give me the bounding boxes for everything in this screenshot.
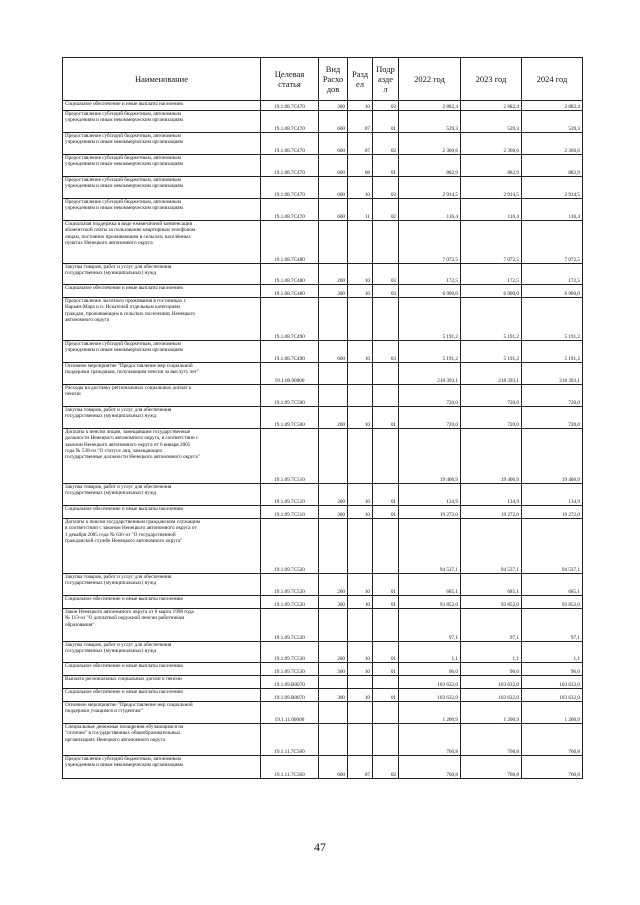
cell-section: 10 [348,407,373,429]
cell-2023: 134,9 [461,484,522,506]
cell-2024: 1,1 [522,642,583,663]
cell-2022: 2 882,4 [399,101,461,111]
cell-section: 10 [348,506,373,519]
cell-expense-kind [319,702,348,724]
cell-expense-kind: 300 [319,285,348,298]
cell-2022: 6 900,0 [399,285,461,298]
cell-2022: 103 632,0 [399,689,461,702]
cell-name: Предоставление субсидий бюджетным, автономным учреждениям и иным некоммерческим организациям [63,111,261,133]
cell-subsection: 02 [373,133,399,155]
table-row [63,155,583,177]
cell-expense-kind: 300 [319,506,348,519]
cell-expense-kind: 600 [319,111,348,133]
cell-section [348,724,373,756]
cell-2023: 720,0 [461,407,522,429]
cell-2022: 218 393,1 [399,363,461,385]
cell-subsection [373,676,399,689]
cell-name: Социальная поддержка в виде ежемесячной компенсации абонентской платы за пользование квартирным телефоном лицам, постоянно проживающим в сельских населённых пунктах Ненецкого автономного округа [63,221,261,264]
cell-expense-kind [319,363,348,385]
cell-2024: 116,4 [522,199,583,221]
cell-2022: 172,5 [399,264,461,285]
cell-name: Доплаты к пенсии государственным гражданским служащим в соответствии с законом Ненецкого автономного округа от 1 декабря 2005 года № 636-оз "О государственной гражданской службе Ненецкого автономного округа" [63,519,261,574]
table-row [63,724,583,756]
cell-2024: 19 406,9 [522,429,583,484]
cell-2024: 93 852,0 [522,596,583,609]
cell-target-article: 19.1.08.7С470 [261,177,319,199]
cell-section: 10 [348,574,373,596]
cell-name: Предоставление субсидий бюджетным, автономным учреждениям и иным некоммерческим организациям [63,177,261,199]
cell-2024: 720,0 [522,385,583,407]
table-body [63,101,583,779]
cell-2022: 720,0 [399,385,461,407]
cell-subsection: 01 [373,407,399,429]
cell-name: Социальное обеспечение и иные выплаты населению [63,101,261,111]
cell-2024: 172,5 [522,264,583,285]
cell-2022: 720,0 [399,407,461,429]
cell-2023: 5 191,2 [461,341,522,363]
cell-2024: 7 072,5 [522,221,583,264]
cell-expense-kind: 300 [319,663,348,676]
cell-2023: 103 632,0 [461,689,522,702]
table-row [63,642,583,663]
cell-expense-kind [319,519,348,574]
cell-2023: 97,1 [461,609,522,642]
cell-name: Специальные денежные поощрения обучающимся на "отлично" в государственных общеобразовательных организациях Ненецкого автономного округа [63,724,261,756]
cell-2024: 19 272,0 [522,506,583,519]
cell-name: Основное мероприятие "Предоставление мер социальной поддержки учащимся и студентам" [63,702,261,724]
cell-name: Закупка товаров, работ и услуг для обеспечения государственных (муниципальных) нужд [63,407,261,429]
table-row [63,596,583,609]
cell-2024: 685,1 [522,574,583,596]
cell-expense-kind: 200 [319,484,348,506]
cell-2024: 6 900,0 [522,285,583,298]
cell-2022: 134,9 [399,484,461,506]
cell-target-article: 19.1.09.7С500 [261,407,319,429]
cell-subsection: 02 [373,756,399,779]
cell-expense-kind: 600 [319,177,348,199]
cell-expense-kind: 200 [319,407,348,429]
cell-2023: 760,8 [461,724,522,756]
cell-2024: 539,3 [522,111,583,133]
cell-section: 07 [348,133,373,155]
cell-2024: 5 191,2 [522,341,583,363]
cell-2022: 760,8 [399,756,461,779]
cell-2024: 97,1 [522,609,583,642]
cell-2023: 720,0 [461,385,522,407]
cell-2024: 1 200,9 [522,702,583,724]
cell-2023: 685,1 [461,574,522,596]
cell-expense-kind: 300 [319,596,348,609]
cell-expense-kind: 600 [319,756,348,779]
cell-2024: 94 537,1 [522,519,583,574]
header-subsection: Подр азде л [373,58,399,101]
cell-2023: 6 900,0 [461,285,522,298]
cell-name: Закупка товаров, работ и услуг для обеспечения государственных (муниципальных) нужд [63,574,261,596]
cell-2022: 2 914,5 [399,177,461,199]
cell-section [348,702,373,724]
cell-subsection [373,724,399,756]
cell-expense-kind [319,609,348,642]
cell-section: 10 [348,689,373,702]
cell-expense-kind [319,724,348,756]
cell-expense-kind [319,298,348,341]
cell-target-article: 19.1.09.7С500 [261,385,319,407]
table-row [63,484,583,506]
cell-2023: 116,4 [461,199,522,221]
cell-target-article: 19.1.09.7С510 [261,429,319,484]
header-expense-kind: Вид Расхо дов [319,58,348,101]
cell-name: Предоставление субсидий бюджетным, автономным учреждениям и иным некоммерческим организациям [63,199,261,221]
table-row [63,756,583,779]
cell-2022: 93 852,0 [399,596,461,609]
table-row [63,609,583,642]
cell-section [348,609,373,642]
table-row [63,519,583,574]
cell-2023: 94 537,1 [461,519,522,574]
cell-2022: 2 360,6 [399,133,461,155]
cell-section: 10 [348,484,373,506]
cell-subsection: 01 [373,155,399,177]
cell-section: 11 [348,199,373,221]
table-row [63,298,583,341]
cell-2024: 134,9 [522,484,583,506]
cell-name: Социальное обеспечение и иные выплаты населению [63,285,261,298]
cell-2024: 5 191,2 [522,298,583,341]
header-2022: 2022 год [399,58,461,101]
cell-section: 10 [348,341,373,363]
cell-2022: 5 191,2 [399,341,461,363]
cell-target-article: 19.1.08.7С470 [261,199,319,221]
cell-expense-kind: 200 [319,574,348,596]
cell-section: 10 [348,264,373,285]
cell-expense-kind: 600 [319,133,348,155]
cell-2024: 2 360,6 [522,133,583,155]
table-header-row [63,58,583,101]
cell-2022: 1,1 [399,642,461,663]
cell-2022: 5 191,2 [399,298,461,341]
table-row [63,341,583,363]
cell-section [348,676,373,689]
cell-2023: 2 360,6 [461,133,522,155]
cell-subsection [373,385,399,407]
cell-name: Социальное обеспечение и иные выплаты населению [63,506,261,519]
cell-2022: 685,1 [399,574,461,596]
cell-subsection [373,702,399,724]
cell-2023: 5 191,2 [461,298,522,341]
budget-table [62,57,583,779]
cell-expense-kind: 200 [319,264,348,285]
cell-2022: 94 537,1 [399,519,461,574]
cell-section: 10 [348,101,373,111]
cell-name: Доплаты к пенсии лицам, замещавшим государственные должности Ненецкого автономного округа, в соответствии с законом Ненецкого автономного округа от 6 января 2005 года № 538-оз "О статусе лиц, замещающих государственные должности Ненецкого автономного округа" [63,429,261,484]
cell-2023: 93 852,0 [461,596,522,609]
table-row [63,702,583,724]
cell-name: Закупка товаров, работ и услуг для обеспечения государственных (муниципальных) нужд [63,264,261,285]
table-row [63,689,583,702]
cell-target-article: 19.1.09.7С510 [261,484,319,506]
cell-subsection: 01 [373,689,399,702]
cell-section: 07 [348,756,373,779]
cell-target-article: 19.1.08.7С470 [261,101,319,111]
cell-subsection: 01 [373,111,399,133]
cell-2022: 116,4 [399,199,461,221]
cell-2023: 19 272,0 [461,506,522,519]
cell-2024: 103 632,0 [522,676,583,689]
cell-2023: 539,3 [461,111,522,133]
cell-expense-kind [319,385,348,407]
cell-expense-kind: 300 [319,101,348,111]
cell-section: 10 [348,177,373,199]
cell-2024: 2 914,5 [522,177,583,199]
cell-target-article: 19.1.08.7С470 [261,133,319,155]
cell-2023: 218 393,1 [461,363,522,385]
cell-subsection: 03 [373,264,399,285]
cell-2023: 7 072,5 [461,221,522,264]
cell-name: Расходы на доставку региональных социальных доплат к пенсии [63,385,261,407]
cell-name: Закупка товаров, работ и услуг для обеспечения государственных (муниципальных) нужд [63,642,261,663]
table-row [63,199,583,221]
cell-expense-kind: 600 [319,341,348,363]
cell-2022: 7 072,5 [399,221,461,264]
cell-target-article: 19.1.09.R0070 [261,676,319,689]
cell-subsection [373,298,399,341]
cell-2022: 539,3 [399,111,461,133]
table-row [63,177,583,199]
cell-2024: 96,0 [522,663,583,676]
cell-subsection [373,519,399,574]
cell-target-article: 19.1.11.00000 [261,702,319,724]
table-row [63,363,583,385]
table-row [63,663,583,676]
cell-name: Закупка товаров, работ и услуг для обеспечения государственных (муниципальных) нужд [63,484,261,506]
cell-section [348,519,373,574]
cell-target-article: 19.1.09.7С520 [261,519,319,574]
cell-2022: 97,1 [399,609,461,642]
cell-2023: 1,1 [461,642,522,663]
cell-2024: 720,0 [522,407,583,429]
cell-target-article: 19.1.09.7С520 [261,596,319,609]
cell-section: 08 [348,155,373,177]
cell-target-article: 19.1.08.7С490 [261,298,319,341]
cell-name: Предоставление субсидий бюджетным, автономным учреждениям и иным некоммерческим организациям [63,341,261,363]
cell-expense-kind [319,221,348,264]
cell-subsection [373,363,399,385]
cell-2023: 96,0 [461,663,522,676]
cell-2024: 760,8 [522,756,583,779]
cell-2022: 103 632,0 [399,676,461,689]
cell-target-article: 19.1.11.7С560 [261,756,319,779]
cell-subsection: 01 [373,642,399,663]
cell-2023: 2 882,4 [461,101,522,111]
cell-section: 10 [348,642,373,663]
cell-2024: 103 632,0 [522,689,583,702]
cell-2023: 103 632,0 [461,676,522,689]
page-number: 47 [314,840,326,854]
cell-2022: 882,9 [399,155,461,177]
cell-expense-kind: 600 [319,155,348,177]
cell-target-article: 19.1.08.7С470 [261,111,319,133]
cell-name: Социальное обеспечение и иные выплаты населению [63,663,261,676]
cell-subsection: 01 [373,596,399,609]
table-row [63,574,583,596]
cell-target-article: 19.1.09.00000 [261,363,319,385]
cell-section [348,429,373,484]
cell-section: 10 [348,285,373,298]
cell-subsection: 01 [373,663,399,676]
cell-target-article: 19.1.08.7С480 [261,264,319,285]
cell-target-article: 19.1.08.7С480 [261,285,319,298]
cell-target-article: 19.1.09.7С530 [261,609,319,642]
cell-target-article: 19.1.09.7С530 [261,663,319,676]
cell-2023: 882,9 [461,155,522,177]
cell-section [348,221,373,264]
cell-name: Предоставление субсидий бюджетным, автономным учреждениям и иным некоммерческим организациям [63,133,261,155]
cell-subsection: 03 [373,177,399,199]
cell-name: Социальное обеспечение и иные выплаты населению [63,596,261,609]
table-row [63,285,583,298]
cell-2022: 19 272,0 [399,506,461,519]
cell-subsection: 01 [373,506,399,519]
cell-name: Выплата региональных социальных доплат к пенсии [63,676,261,689]
cell-2024: 882,9 [522,155,583,177]
cell-section [348,385,373,407]
table-row [63,264,583,285]
cell-subsection: 03 [373,101,399,111]
cell-target-article: 19.1.09.7С520 [261,574,319,596]
header-2023: 2023 год [461,58,522,101]
cell-expense-kind: 300 [319,689,348,702]
table-row [63,133,583,155]
cell-subsection: 03 [373,341,399,363]
cell-expense-kind: 200 [319,642,348,663]
cell-name: Предоставление субсидий бюджетным, автономным учреждениям и иным некоммерческим организациям [63,155,261,177]
header-target-article: Целевая статья [261,58,319,101]
cell-2022: 96,0 [399,663,461,676]
cell-subsection [373,221,399,264]
cell-name: Закон Ненецкого автономного округа от 6 марта 1998 года № 113-оз "О доплатной окружной пенсии работникам образования" [63,609,261,642]
cell-2024: 2 882,4 [522,101,583,111]
cell-section: 10 [348,663,373,676]
cell-2022: 19 406,9 [399,429,461,484]
table-row [63,676,583,689]
cell-subsection: 02 [373,199,399,221]
cell-subsection: 01 [373,574,399,596]
table-row [63,101,583,111]
cell-target-article: 19.1.08.7С470 [261,155,319,177]
cell-subsection [373,609,399,642]
table-row [63,385,583,407]
cell-expense-kind [319,676,348,689]
table-row [63,429,583,484]
table-row [63,111,583,133]
cell-2023: 760,8 [461,756,522,779]
cell-section [348,298,373,341]
cell-2023: 2 914,5 [461,177,522,199]
cell-name: Предоставление льготного проживания в гостиницах г. Нарьян-Мара и п. Искателей отдельным категориям граждан, проживающим в сельских поселениях Ненецкого автономного округа [63,298,261,341]
cell-2024: 760,8 [522,724,583,756]
cell-name: Основное мероприятие "Предоставление мер социальной поддержки гражданам, получающим пенсии за выслугу лет" [63,363,261,385]
cell-section [348,363,373,385]
cell-2023: 1 200,9 [461,702,522,724]
cell-subsection: 03 [373,285,399,298]
header-2024: 2024 год [522,58,583,101]
table-row [63,407,583,429]
cell-2023: 172,5 [461,264,522,285]
budget-table-sheet [62,57,582,779]
cell-section: 07 [348,111,373,133]
cell-target-article: 19.1.08.7С480 [261,221,319,264]
cell-2024: 218 393,1 [522,363,583,385]
cell-target-article: 19.1.09.7С510 [261,506,319,519]
table-row [63,506,583,519]
cell-2023: 19 406,9 [461,429,522,484]
cell-target-article: 19.1.08.7С490 [261,341,319,363]
table-row [63,221,583,264]
header-name: Наименование [63,58,261,101]
cell-subsection [373,429,399,484]
cell-name: Предоставление субсидий бюджетным, автономным учреждениям и иным некоммерческим организациям [63,756,261,779]
cell-expense-kind: 600 [319,199,348,221]
cell-expense-kind [319,429,348,484]
cell-2022: 1 200,9 [399,702,461,724]
cell-section: 10 [348,596,373,609]
cell-name: Социальное обеспечение и иные выплаты населению [63,689,261,702]
cell-2022: 760,8 [399,724,461,756]
cell-subsection: 01 [373,484,399,506]
header-section: Разд ел [348,58,373,101]
cell-target-article: 19.1.09.7С530 [261,642,319,663]
cell-target-article: 19.1.11.7С560 [261,724,319,756]
cell-target-article: 19.1.09.R0070 [261,689,319,702]
